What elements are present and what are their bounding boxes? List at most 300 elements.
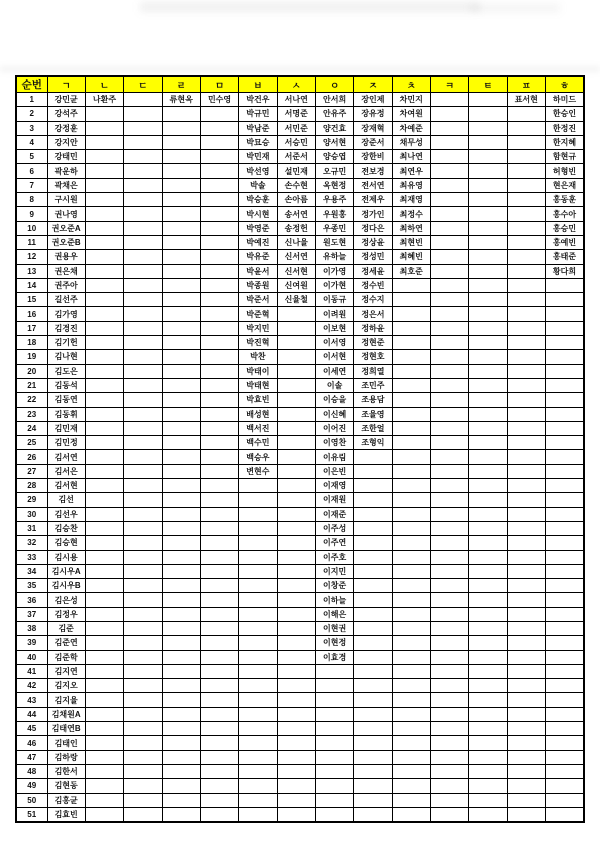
name-cell: 이유림: [315, 450, 353, 464]
empty-cell: [85, 579, 123, 593]
name-cell: 홍수아: [545, 207, 584, 221]
empty-cell: [239, 764, 277, 778]
name-cell: 이해은: [315, 607, 353, 621]
empty-cell: [469, 193, 507, 207]
name-cell: 이동규: [315, 293, 353, 307]
name-cell: 김동연: [47, 393, 85, 407]
empty-cell: [162, 278, 200, 292]
empty-cell: [124, 150, 162, 164]
empty-cell: [239, 521, 277, 535]
empty-cell: [85, 150, 123, 164]
name-cell: 박건우: [239, 93, 277, 107]
seq-cell: 12: [16, 250, 47, 264]
empty-cell: [392, 364, 430, 378]
name-cell: 권오준A: [47, 221, 85, 235]
column-header-cell: ㅍ: [507, 76, 545, 93]
empty-cell: [124, 493, 162, 507]
empty-cell: [124, 336, 162, 350]
empty-cell: [469, 164, 507, 178]
name-cell: 허형빈: [545, 164, 584, 178]
empty-cell: [469, 250, 507, 264]
empty-cell: [124, 679, 162, 693]
table-row: [16, 293, 584, 307]
name-cell: 김지오: [47, 679, 85, 693]
name-cell: 최호준: [392, 264, 430, 278]
empty-cell: [430, 235, 468, 249]
table-row: [16, 550, 584, 564]
empty-cell: [469, 736, 507, 750]
empty-cell: [545, 364, 584, 378]
empty-cell: [430, 750, 468, 764]
empty-cell: [354, 807, 392, 822]
name-cell: 박윤서: [239, 264, 277, 278]
name-cell: 강태민: [47, 150, 85, 164]
name-cell: 박민재: [239, 150, 277, 164]
seq-cell: 5: [16, 150, 47, 164]
empty-cell: [124, 364, 162, 378]
name-cell: 정은서: [354, 307, 392, 321]
column-header-cell: ㅋ: [430, 76, 468, 93]
empty-cell: [85, 707, 123, 721]
empty-cell: [545, 521, 584, 535]
empty-cell: [545, 664, 584, 678]
name-cell: 김준학: [47, 650, 85, 664]
name-cell: 김서은: [47, 464, 85, 478]
seq-cell: 49: [16, 779, 47, 793]
empty-cell: [430, 407, 468, 421]
empty-cell: [239, 693, 277, 707]
empty-cell: [200, 307, 238, 321]
empty-cell: [545, 278, 584, 292]
empty-cell: [507, 536, 545, 550]
name-cell: 정하윤: [354, 321, 392, 335]
empty-cell: [507, 521, 545, 535]
name-cell: 장재혁: [354, 121, 392, 135]
empty-cell: [162, 407, 200, 421]
name-cell: 이현권: [315, 621, 353, 635]
name-cell: 양서현: [315, 135, 353, 149]
name-cell: 김가영: [47, 307, 85, 321]
column-header-cell: ㅂ: [239, 76, 277, 93]
table-row: [16, 421, 584, 435]
table-row: [16, 707, 584, 721]
seq-cell: 11: [16, 235, 47, 249]
name-cell: 이가영: [315, 264, 353, 278]
empty-cell: [354, 621, 392, 635]
empty-cell: [277, 479, 315, 493]
empty-cell: [277, 336, 315, 350]
name-cell: 표서현: [507, 93, 545, 107]
empty-cell: [507, 750, 545, 764]
empty-cell: [507, 221, 545, 235]
name-cell: 서명준: [277, 107, 315, 121]
empty-cell: [85, 178, 123, 192]
empty-cell: [430, 278, 468, 292]
empty-cell: [277, 750, 315, 764]
name-cell: 김시용: [47, 550, 85, 564]
table-row: [16, 278, 584, 292]
empty-cell: [507, 436, 545, 450]
empty-cell: [507, 264, 545, 278]
empty-cell: [239, 593, 277, 607]
empty-cell: [239, 579, 277, 593]
empty-cell: [124, 507, 162, 521]
name-cell: 이하늘: [315, 593, 353, 607]
empty-cell: [430, 350, 468, 364]
name-cell: 권주아: [47, 278, 85, 292]
name-cell: 차예준: [392, 121, 430, 135]
table-row: [16, 693, 584, 707]
name-cell: 홍동훈: [545, 193, 584, 207]
table-row: [16, 779, 584, 793]
name-cell: 김홍균: [47, 793, 85, 807]
empty-cell: [200, 336, 238, 350]
name-cell: 박솔: [239, 178, 277, 192]
empty-cell: [354, 650, 392, 664]
empty-cell: [430, 250, 468, 264]
name-cell: 김동휘: [47, 407, 85, 421]
name-cell: 김한서: [47, 764, 85, 778]
empty-cell: [507, 807, 545, 822]
name-cell: 김선: [47, 493, 85, 507]
empty-cell: [85, 764, 123, 778]
name-cell: 정상윤: [354, 235, 392, 249]
empty-cell: [315, 679, 353, 693]
name-cell: 김하랑: [47, 750, 85, 764]
seq-cell: 21: [16, 378, 47, 392]
name-cell: 손수현: [277, 178, 315, 192]
empty-cell: [392, 764, 430, 778]
empty-cell: [315, 779, 353, 793]
table-row: [16, 650, 584, 664]
empty-cell: [430, 722, 468, 736]
empty-cell: [430, 164, 468, 178]
empty-cell: [430, 207, 468, 221]
empty-cell: [124, 464, 162, 478]
empty-cell: [124, 707, 162, 721]
name-cell: 박태이: [239, 364, 277, 378]
empty-cell: [507, 150, 545, 164]
empty-cell: [507, 564, 545, 578]
name-cell: 송정헌: [277, 221, 315, 235]
empty-cell: [469, 150, 507, 164]
name-cell: 김나현: [47, 350, 85, 364]
empty-cell: [545, 793, 584, 807]
empty-cell: [545, 493, 584, 507]
empty-cell: [392, 321, 430, 335]
name-cell: 곽채은: [47, 178, 85, 192]
table-row: [16, 250, 584, 264]
empty-cell: [85, 621, 123, 635]
empty-cell: [85, 550, 123, 564]
name-cell: 정가인: [354, 207, 392, 221]
empty-cell: [162, 293, 200, 307]
empty-cell: [124, 164, 162, 178]
empty-cell: [85, 679, 123, 693]
empty-cell: [85, 736, 123, 750]
empty-cell: [162, 664, 200, 678]
name-cell: 김효빈: [47, 807, 85, 822]
empty-cell: [200, 736, 238, 750]
empty-cell: [545, 707, 584, 721]
empty-cell: [545, 464, 584, 478]
empty-cell: [545, 564, 584, 578]
empty-cell: [85, 779, 123, 793]
name-cell: 조한얼: [354, 421, 392, 435]
name-cell: 채무성: [392, 135, 430, 149]
empty-cell: [354, 479, 392, 493]
empty-cell: [239, 607, 277, 621]
table-row: [16, 621, 584, 635]
empty-cell: [124, 221, 162, 235]
empty-cell: [354, 679, 392, 693]
seq-cell: 2: [16, 107, 47, 121]
empty-cell: [277, 550, 315, 564]
name-cell: 김지연: [47, 664, 85, 678]
table-row: [16, 679, 584, 693]
empty-cell: [162, 364, 200, 378]
empty-cell: [124, 93, 162, 107]
empty-cell: [507, 764, 545, 778]
empty-cell: [507, 793, 545, 807]
table-row: [16, 135, 584, 149]
column-header-cell: ㅁ: [200, 76, 238, 93]
seq-cell: 17: [16, 321, 47, 335]
empty-cell: [469, 321, 507, 335]
empty-cell: [392, 636, 430, 650]
empty-cell: [354, 779, 392, 793]
column-header-cell: ㄱ: [47, 76, 85, 93]
empty-cell: [545, 650, 584, 664]
empty-cell: [162, 221, 200, 235]
name-cell: 김준: [47, 621, 85, 635]
empty-cell: [200, 664, 238, 678]
name-cell: 최연우: [392, 164, 430, 178]
empty-cell: [469, 350, 507, 364]
table-row: [16, 750, 584, 764]
empty-cell: [354, 564, 392, 578]
empty-cell: [85, 421, 123, 435]
empty-cell: [545, 550, 584, 564]
empty-cell: [430, 764, 468, 778]
empty-cell: [507, 278, 545, 292]
name-cell: 옥현정: [315, 178, 353, 192]
empty-cell: [392, 579, 430, 593]
table-row: [16, 378, 584, 392]
empty-cell: [507, 121, 545, 135]
empty-cell: [124, 793, 162, 807]
table-row: [16, 407, 584, 421]
empty-cell: [430, 107, 468, 121]
empty-cell: [430, 436, 468, 450]
empty-cell: [545, 779, 584, 793]
empty-cell: [239, 493, 277, 507]
name-cell: 서민준: [277, 121, 315, 135]
name-cell: 곽운하: [47, 164, 85, 178]
empty-cell: [545, 507, 584, 521]
empty-cell: [124, 350, 162, 364]
name-cell: 이서영: [315, 336, 353, 350]
empty-cell: [545, 607, 584, 621]
name-cell: 김민정: [47, 436, 85, 450]
name-cell: 박시현: [239, 207, 277, 221]
empty-cell: [85, 536, 123, 550]
empty-cell: [430, 679, 468, 693]
name-cell: 박선영: [239, 164, 277, 178]
name-cell: 배성현: [239, 407, 277, 421]
table-row: [16, 393, 584, 407]
empty-cell: [124, 607, 162, 621]
empty-cell: [430, 607, 468, 621]
empty-cell: [200, 193, 238, 207]
empty-cell: [162, 793, 200, 807]
name-cell: 최나연: [392, 150, 430, 164]
empty-cell: [200, 750, 238, 764]
empty-cell: [162, 493, 200, 507]
empty-cell: [162, 607, 200, 621]
empty-cell: [392, 793, 430, 807]
name-cell: 박찬: [239, 350, 277, 364]
name-cell: 강석주: [47, 107, 85, 121]
empty-cell: [354, 636, 392, 650]
empty-cell: [392, 593, 430, 607]
empty-cell: [430, 507, 468, 521]
empty-cell: [124, 693, 162, 707]
empty-cell: [545, 621, 584, 635]
empty-cell: [200, 250, 238, 264]
empty-cell: [162, 207, 200, 221]
table-row: [16, 121, 584, 135]
empty-cell: [392, 493, 430, 507]
name-cell: 나환주: [85, 93, 123, 107]
empty-cell: [507, 650, 545, 664]
empty-cell: [277, 693, 315, 707]
empty-cell: [124, 207, 162, 221]
name-cell: 이현정: [315, 636, 353, 650]
seq-cell: 27: [16, 464, 47, 478]
empty-cell: [469, 235, 507, 249]
empty-cell: [162, 178, 200, 192]
empty-cell: [277, 450, 315, 464]
empty-cell: [469, 407, 507, 421]
empty-cell: [545, 736, 584, 750]
name-cell: 김채원A: [47, 707, 85, 721]
empty-cell: [545, 436, 584, 450]
empty-cell: [162, 764, 200, 778]
name-cell: 박준서: [239, 293, 277, 307]
empty-cell: [85, 378, 123, 392]
name-cell: 정수빈: [354, 278, 392, 292]
name-cell: 이지민: [315, 564, 353, 578]
empty-cell: [277, 564, 315, 578]
empty-cell: [430, 707, 468, 721]
empty-cell: [469, 550, 507, 564]
empty-cell: [392, 436, 430, 450]
empty-cell: [392, 707, 430, 721]
empty-cell: [162, 593, 200, 607]
empty-cell: [200, 150, 238, 164]
empty-cell: [469, 693, 507, 707]
empty-cell: [200, 264, 238, 278]
empty-cell: [507, 393, 545, 407]
empty-cell: [545, 393, 584, 407]
seq-cell: 15: [16, 293, 47, 307]
name-cell: 박태현: [239, 378, 277, 392]
empty-cell: [200, 450, 238, 464]
empty-cell: [124, 664, 162, 678]
empty-cell: [200, 421, 238, 435]
empty-cell: [124, 479, 162, 493]
empty-cell: [85, 521, 123, 535]
empty-cell: [507, 707, 545, 721]
empty-cell: [85, 493, 123, 507]
empty-cell: [85, 722, 123, 736]
empty-cell: [507, 207, 545, 221]
empty-cell: [354, 764, 392, 778]
empty-cell: [392, 421, 430, 435]
name-cell: 전제우: [354, 193, 392, 207]
empty-cell: [507, 164, 545, 178]
empty-cell: [507, 693, 545, 707]
empty-cell: [85, 407, 123, 421]
seq-cell: 45: [16, 722, 47, 736]
empty-cell: [315, 764, 353, 778]
name-cell: 류현옥: [162, 93, 200, 107]
empty-cell: [469, 264, 507, 278]
table-row: [16, 564, 584, 578]
empty-cell: [392, 464, 430, 478]
name-cell: 서나연: [277, 93, 315, 107]
column-header-cell: ㅇ: [315, 76, 353, 93]
empty-cell: [85, 107, 123, 121]
empty-cell: [430, 193, 468, 207]
name-cell: 안유주: [315, 107, 353, 121]
name-cell: 장준서: [354, 135, 392, 149]
empty-cell: [85, 593, 123, 607]
empty-cell: [162, 150, 200, 164]
empty-cell: [392, 407, 430, 421]
table-row: [16, 264, 584, 278]
empty-cell: [277, 722, 315, 736]
name-cell: 홍승민: [545, 221, 584, 235]
empty-cell: [85, 221, 123, 235]
empty-cell: [239, 550, 277, 564]
empty-cell: [162, 135, 200, 149]
seq-cell: 42: [16, 679, 47, 693]
seq-cell: 48: [16, 764, 47, 778]
empty-cell: [392, 722, 430, 736]
scan-artifact: [140, 2, 480, 12]
empty-cell: [162, 707, 200, 721]
empty-cell: [392, 779, 430, 793]
empty-cell: [392, 550, 430, 564]
name-cell: 김동석: [47, 378, 85, 392]
name-cell: 백승우: [239, 450, 277, 464]
empty-cell: [507, 235, 545, 249]
empty-cell: [277, 621, 315, 635]
empty-cell: [469, 807, 507, 822]
empty-cell: [162, 579, 200, 593]
name-cell: 백서진: [239, 421, 277, 435]
empty-cell: [85, 135, 123, 149]
scan-artifact: [0, 66, 600, 72]
name-cell: 조민주: [354, 378, 392, 392]
empty-cell: [430, 450, 468, 464]
empty-cell: [545, 579, 584, 593]
empty-cell: [162, 193, 200, 207]
empty-cell: [162, 479, 200, 493]
empty-cell: [277, 593, 315, 607]
